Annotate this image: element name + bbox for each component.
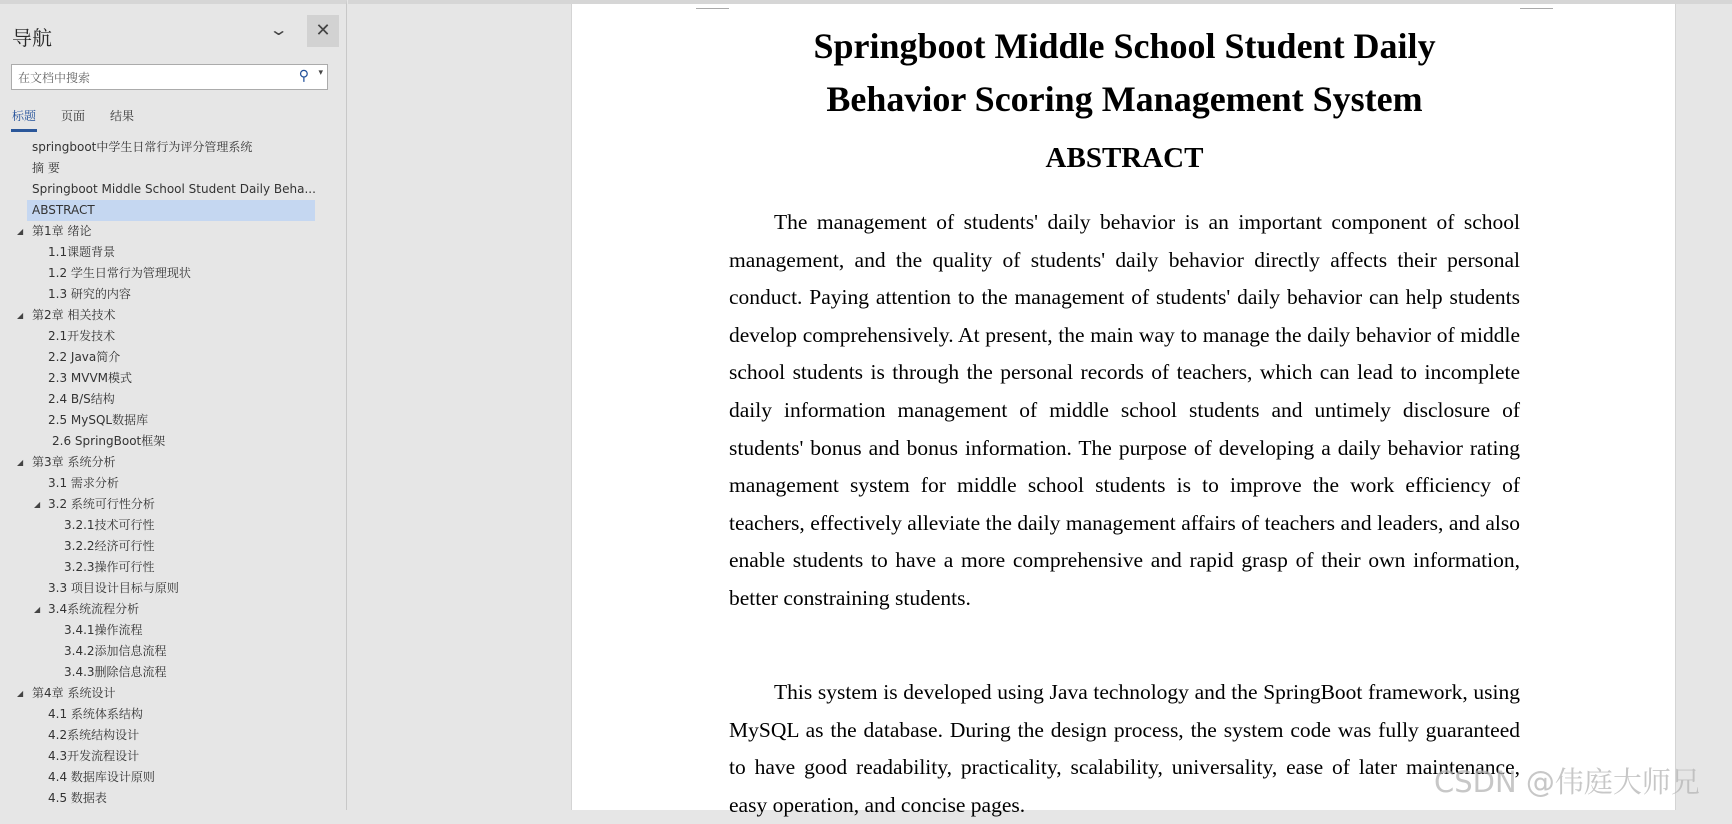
nav-item[interactable] xyxy=(0,326,347,347)
nav-item[interactable] xyxy=(0,200,347,221)
collapse-arrow-icon[interactable]: ◢ xyxy=(34,500,41,509)
nav-item-label: 4.1 系统体系结构 xyxy=(48,707,143,721)
nav-item[interactable] xyxy=(0,767,347,788)
nav-item-label: 2.4 B/S结构 xyxy=(48,392,115,406)
nav-item[interactable] xyxy=(0,683,347,704)
nav-item-label: 3.2.1技术可行性 xyxy=(64,518,155,532)
chevron-down-icon[interactable]: ⌄ xyxy=(268,20,289,39)
nav-item[interactable] xyxy=(0,158,347,179)
nav-item-label: 3.3 项目设计目标与原则 xyxy=(48,581,179,595)
nav-item[interactable] xyxy=(0,494,347,515)
nav-item-label: 3.1 需求分析 xyxy=(48,476,119,490)
nav-item[interactable] xyxy=(0,746,347,767)
nav-item[interactable] xyxy=(0,578,347,599)
close-button[interactable] xyxy=(307,15,339,47)
nav-item[interactable] xyxy=(0,263,347,284)
collapse-arrow-icon[interactable]: ◢ xyxy=(34,605,41,614)
heading-tree xyxy=(0,137,347,809)
nav-item-label: ABSTRACT xyxy=(32,203,95,217)
abstract-paragraph-1: The management of students' daily behavior is an important component of school management, and the quality of students' daily behavior directly affects their personal conduct. Paying attention to the management of students' daily behavior can help students develop comprehensively. At present, the main way to manage the daily behavior of middle school students is through the personal records of teachers, which can lead to incomplete daily information management of middle school students and untimely disclosure of students' bonus and bonus information. The purpose of developing a daily behavior rating management system for middle school students is to improve the work efficiency of teachers, effectively alleviate the daily management affairs of teachers and leaders, and also enable students to have a more comprehensive and rapid grasp of their own information, better constraining students. xyxy=(729,210,1520,610)
nav-item-label: 2.2 Java简介 xyxy=(48,350,121,364)
nav-item-label: 3.2.2经济可行性 xyxy=(64,539,155,553)
nav-item[interactable] xyxy=(0,788,347,809)
dropdown-caret-icon[interactable]: ▾ xyxy=(318,68,323,78)
watermark: CSDN @伟庭大师兄 xyxy=(1434,765,1700,799)
nav-item-label: 第4章 系统设计 xyxy=(32,686,116,700)
nav-item[interactable] xyxy=(0,725,347,746)
nav-item-label: 3.2.3操作可行性 xyxy=(64,560,155,574)
nav-item-label: 摘 要 xyxy=(32,161,60,175)
nav-item[interactable] xyxy=(0,431,347,452)
nav-item[interactable] xyxy=(0,305,347,326)
search-icon[interactable]: ⚲ xyxy=(298,68,309,84)
nav-item-label: 1.3 研究的内容 xyxy=(48,287,131,301)
abstract-paragraph-2: This system is developed using Java technology and the SpringBoot framework, using MySQL as the database. During the design process, the system code was fully guaranteed to have good readability, practicality, scalability, universality, ease of later maintenance, easy operation, and concise pages. xyxy=(729,680,1520,817)
nav-item-label: 4.4 数据库设计原则 xyxy=(48,770,155,784)
nav-item-label: 1.2 学生日常行为管理现状 xyxy=(48,266,191,280)
document-title xyxy=(572,20,1677,126)
nav-item-label: 1.1课题背景 xyxy=(48,245,116,259)
nav-item[interactable] xyxy=(0,452,347,473)
margin-corner-mark xyxy=(696,8,729,13)
nav-item-label: 3.4.2添加信息流程 xyxy=(64,644,167,658)
nav-item[interactable] xyxy=(0,242,347,263)
nav-item-label: 2.5 MySQL数据库 xyxy=(48,413,149,427)
nav-item-label: 4.2系统结构设计 xyxy=(48,728,140,742)
nav-item[interactable] xyxy=(0,620,347,641)
nav-item-label: 2.3 MVVM模式 xyxy=(48,371,133,385)
nav-item[interactable] xyxy=(0,704,347,725)
nav-item-label: 3.4.1操作流程 xyxy=(64,623,143,637)
nav-item[interactable] xyxy=(0,515,347,536)
nav-item-label: 第2章 相关技术 xyxy=(32,308,116,322)
nav-item-label: 3.2 系统可行性分析 xyxy=(48,497,155,511)
collapse-arrow-icon[interactable]: ◢ xyxy=(17,458,24,467)
nav-item-label: Springboot Middle School Student Daily Beha... xyxy=(32,182,316,196)
nav-item-label: 2.6 SpringBoot框架 xyxy=(52,434,166,448)
title-line-2: Behavior Scoring Management System xyxy=(826,79,1423,119)
collapse-arrow-icon[interactable]: ◢ xyxy=(17,227,24,236)
title-line-1: Springboot Middle School Student Daily xyxy=(813,26,1436,66)
nav-item-label: 第1章 绪论 xyxy=(32,224,92,238)
tab-pages[interactable]: 页面 xyxy=(61,109,86,123)
nav-item-label: 3.4.3删除信息流程 xyxy=(64,665,167,679)
nav-item[interactable] xyxy=(0,641,347,662)
navigation-pane xyxy=(0,0,347,810)
tab-headings[interactable]: 标题 xyxy=(12,109,37,123)
nav-item[interactable] xyxy=(0,536,347,557)
nav-item-label: 2.1开发技术 xyxy=(48,329,116,343)
nav-item-label: 4.3开发流程设计 xyxy=(48,749,140,763)
nav-item[interactable] xyxy=(0,410,347,431)
nav-item[interactable] xyxy=(0,221,347,242)
nav-item[interactable] xyxy=(0,473,347,494)
tab-results[interactable]: 结果 xyxy=(110,109,135,123)
nav-item-label: 第3章 系统分析 xyxy=(32,455,116,469)
nav-item-label: 3.4系统流程分析 xyxy=(48,602,140,616)
nav-item[interactable] xyxy=(0,368,347,389)
active-tab-indicator xyxy=(11,129,37,132)
nav-item[interactable] xyxy=(0,389,347,410)
nav-item[interactable] xyxy=(0,662,347,683)
nav-item[interactable] xyxy=(0,179,347,200)
nav-item[interactable] xyxy=(0,284,347,305)
collapse-arrow-icon[interactable]: ◢ xyxy=(17,689,24,698)
search-input[interactable] xyxy=(11,64,328,90)
document-page xyxy=(571,4,1676,817)
nav-item[interactable] xyxy=(0,137,347,158)
margin-corner-mark xyxy=(1520,8,1553,13)
collapse-arrow-icon[interactable]: ◢ xyxy=(17,311,24,320)
abstract-heading: ABSTRACT xyxy=(1045,142,1204,174)
nav-title: 导航 xyxy=(12,26,52,50)
nav-item-label: 4.5 数据表 xyxy=(48,791,107,805)
nav-item-label: springboot中学生日常行为评分管理系统 xyxy=(32,140,253,154)
close-icon: ✕ xyxy=(315,20,331,41)
search-placeholder: 在文档中搜索 xyxy=(18,71,91,85)
nav-item[interactable] xyxy=(0,347,347,368)
nav-item[interactable] xyxy=(0,557,347,578)
nav-item[interactable] xyxy=(0,599,347,620)
